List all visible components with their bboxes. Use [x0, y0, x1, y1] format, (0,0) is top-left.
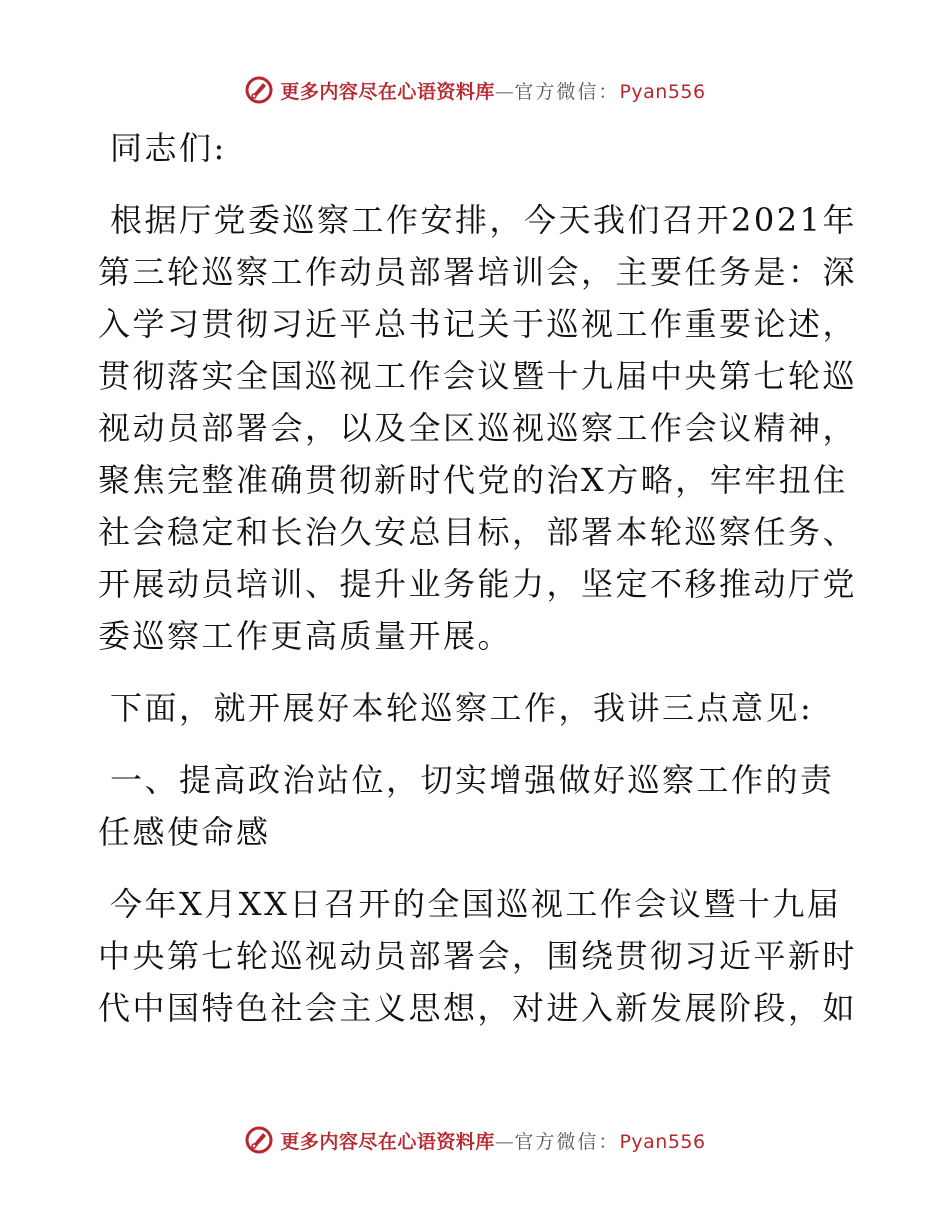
brand-logo-icon [244, 75, 274, 105]
header-watermark [0, 70, 950, 110]
section-heading-1: 一、提高政治站位，切实增强做好巡察工作的责任感使命感 [98, 761, 835, 851]
brand-logo-icon [244, 1125, 274, 1155]
paragraph-section-1: 今年X月XX日召开的全国巡视工作会议暨十九届中央第七轮巡视动员部署会，围绕贯彻习近平新时代中国特色社会主义思想，对进入新发展阶段，如 [98, 885, 858, 1027]
paragraph-intro: 根据厅党委巡察工作安排，今天我们召开2021年第三轮巡察工作动员部署培训会，主要任务是：深入学习贯彻习近平总书记关于巡视工作重要论述，贯彻落实全国巡视工作会议暨十九届中央第七轮巡视动员部署会，以及全区巡视巡察工作会议精神，聚焦完整准确贯彻新时代党的治X方略，牢牢扭住社会稳定和长治久安总目标，部署本轮巡察任务、开展动员培训、提升业务能力，坚定不移推动厅党委巡察工作更高质量开展。 [98, 201, 858, 655]
salutation: 同志们: [110, 129, 227, 167]
watermark-text: 更多内容尽在心语资料库—官方微信：Pyan556 [280, 80, 706, 103]
document-body [98, 122, 858, 1034]
watermark-text: 更多内容尽在心语资料库—官方微信：Pyan556 [280, 1130, 706, 1153]
footer-watermark [0, 1120, 950, 1160]
paragraph-outline: 下面，就开展好本轮巡察工作，我讲三点意见: [110, 689, 814, 727]
